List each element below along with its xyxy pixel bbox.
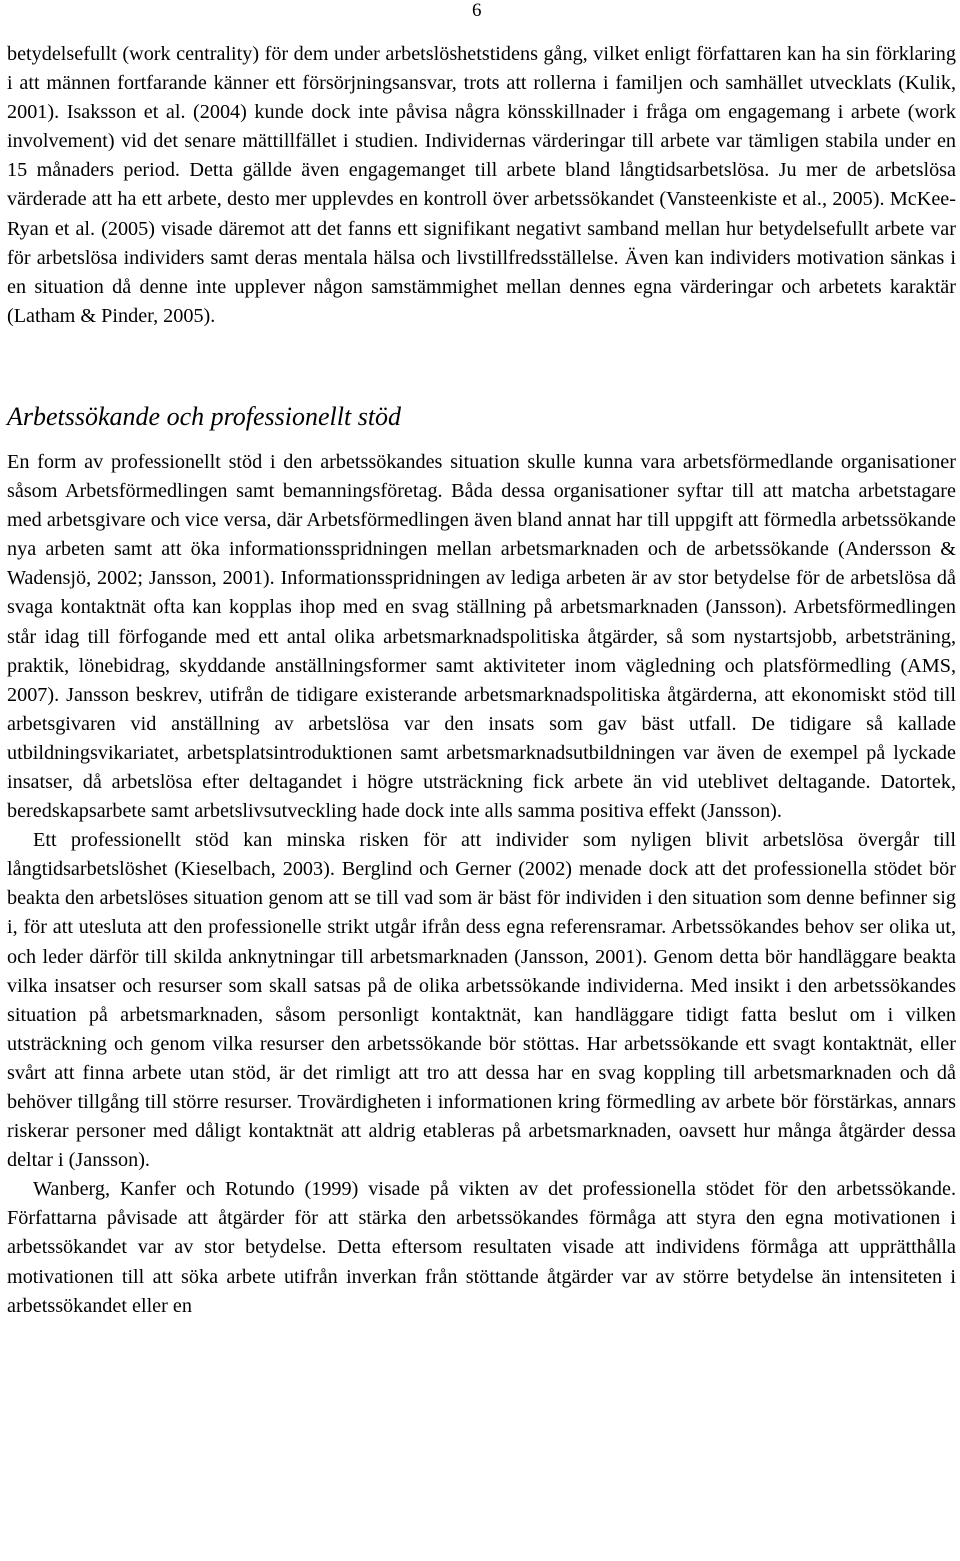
body-paragraph-1: En form av professionellt stöd i den arbetssökandes situation skulle kunna vara arbetsförmedlande organisationer såsom Arbetsförmedlingen samt bemanningsföretag. Båda dessa organisationer syftar till att matcha arbetstagare med arbetsgivare och vice versa, där Arbetsförmedlingen även bland annat har till uppgift att förmedla arbetssökande nya arbeten samt att öka informationsspridningen mellan arbetsmarknaden och de arbetssökande (Andersson & Wadensjö, 2002; Jansson, 2001). Informationsspridningen av lediga arbeten är av stor betydelse för de arbetslösa då svaga kontaktnät ofta kan kopplas ihop med en svag ställning på arbetsmarknaden (Jansson). Arbetsförmedlingen står idag till förfogande med ett antal olika arbetsmarknadspolitiska åtgärder, så som nystartsjobb, arbetsträning, praktik, lönebidrag, skyddande anställningsformer samt aktiviteter inom vägledning och platsförmedling (AMS, 2007). Jansson beskrev, utifrån de tidigare existerande arbetsmarknadspolitiska åtgärderna, att ekonomiskt stöd till arbetsgivaren vid anställning av arbetslösa var den insats som gav bäst utfall. De tidigare så kallade utbildningsvikariatet, arbetsplatsintroduktionen samt arbetsmarknadsutbildningen var även de exempel på lyckade insatser, då arbetslösa efter deltagandet i högre utsträckning fick arbete än vid uteblivet deltagande. Datortek, beredskapsarbete samt arbetslivsutveckling hade dock inte alls samma positiva effekt (Jansson). — [7, 450, 956, 823]
page-content — [7, 40, 956, 1321]
body-paragraph-2: Ett professionellt stöd kan minska risken för att individer som nyligen blivit arbetslösa övergår till långtidsarbetslöshet (Kieselbach, 2003). Berglind och Gerner (2002) menade dock att det professionella stödet bör beakta den arbetslöses situation genom att se till vad som är bäst för individen i den situation som denne befinner sig i, för att utesluta att den professionelle strikt utgår ifrån dess egna referensramar. Arbetssökandes behov ser olika ut, och leder därför till skilda anknytningar till arbetsmarknaden (Jansson, 2001). Genom detta bör handläggare beakta vilka insatser och resurser som skall satsas på de olika arbetssökande individerna. Med insikt i den arbetssökandes situation på arbetsmarknaden, såsom personligt kontaktnät, kan handläggare tidigt fatta beslut om i vilken utsträckning och genom vilka resurser den arbetssökande bör stöttas. Har arbetssökande ett svagt kontaktnät, eller svårt att finna arbete utan stöd, är det rimligt att tro att dessa har en svag koppling till arbetsmarknaden och då behöver tillgång till större resurser. Trovärdigheten i informationen kring förmedling av arbete bör förstärkas, annars riskerar personer med dåligt kontaktnät att aldrig etableras på arbetsmarknaden, oavsett hur många åtgärder dessa deltar i (Jansson). — [7, 829, 956, 1172]
body-paragraph-3: Wanberg, Kanfer och Rotundo (1999) visade på vikten av det professionella stödet för den arbetssökande. Författarna påvisade att åtgärder för att stärka den arbetssökandes förmåga att styra den egna motivationen i arbetssökandet var av stor betydelse. Detta eftersom resultaten visade att individens förmåga att upprätthålla motivationen till att söka arbete utifrån inverkan från stöttande åtgärder var av större betydelse än intensiteten i arbetssökandet eller en — [7, 1178, 956, 1317]
body-paragraph-intro: betydelsefullt (work centrality) för dem under arbetslöshetstidens gång, vilket enligt författaren kan ha sin förklaring i att männen fortfarande känner ett försörjningsansvar, trots att rollerna i familjen och samhället utvecklats (Kulik, 2001). Isaksson et al. (2004) kunde dock inte påvisa några könsskillnader i fråga om engagemang i arbete (work involvement) vid det senare mättillfället i studien. Individernas värderingar till arbete var tämligen stabila under en 15 månaders period. Detta gällde även engagemanget till arbete bland långtidsarbetslösa. Ju mer de arbetslösa värderade att ha ett arbete, desto mer upplevdes en kontroll över arbetssökandet (Vansteenkiste et al., 2005). McKee-Ryan et al. (2005) visade däremot att det fanns ett signifikant negativt samband mellan hur betydelsefullt arbete var för arbetslösa individers samt deras mentala hälsa och livstillfredsställelse. Även kan individers motivation sänkas i en situation då denne inte upplever någon samstämmighet mellan dennes egna värderingar och arbetets karaktär (Latham & Pinder, 2005). — [7, 43, 956, 327]
section-heading: Arbetssökande och professionellt stöd — [7, 401, 402, 431]
page-number: 6 — [472, 0, 482, 21]
